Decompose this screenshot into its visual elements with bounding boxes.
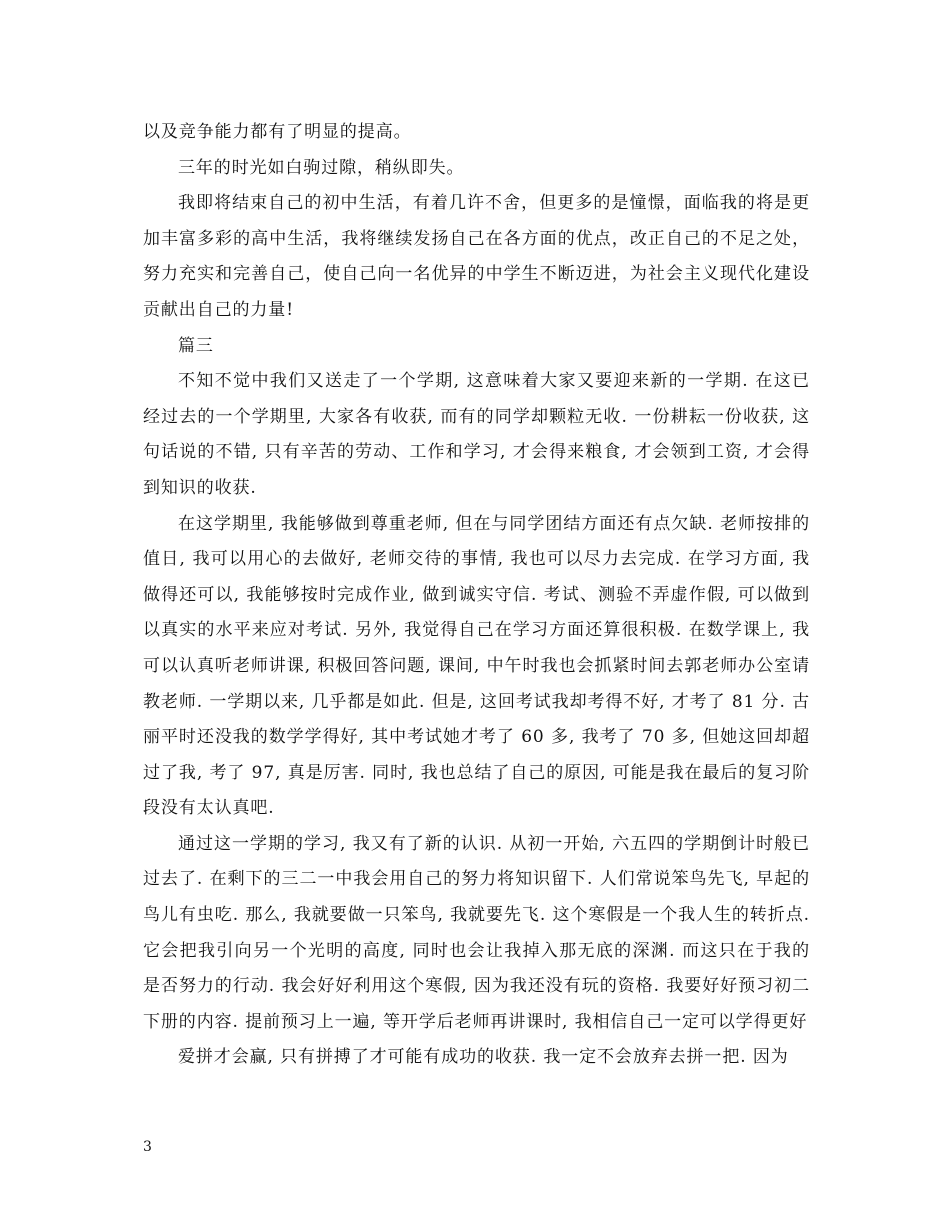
paragraph-continuation: 以及竞争能力都有了明显的提高。 [143, 122, 412, 142]
paragraph-semester-review: 在这学期里, 我能够做到尊重老师, 但在与同学团结方面还有点欠缺. 老师按排的值日, 我可以用心的去做好, 老师交待的事情, 我也可以尽力去完成. 在学习方面, 我做得还可以, 我能够按时完成作业, 做到诚实守信. 考试、测验不弄虚作假, 可以做到以真实的水平来应对考试. 另外, 我觉得自己在学习方面还算很积极. 在数学课上, 我可以认真听老师讲课, 积极回答问题, 课间, 中午时我也会抓紧时间去郭老师办公室请教老师. 一学期以来, 几乎都是如此. 但是, 这回考试我却考得不好, 才考了 81 分. 古丽平时还没我的数学学得好, 其中考试她才考了 60 多, 我考了 70 多, 但她这回却超过了我, 考了 97, 真是厉害. 同时, 我也总结了自己的原因, 可能是我在最后的复习阶段没有太认真吧. [143, 513, 810, 819]
paragraph-determination: 爱拼才会赢, 只有拼搏了才可能有成功的收获. 我一定不会放弃去拼一把. 因为 [178, 1047, 789, 1068]
paragraph-graduation: 我即将结束自己的初中生活，有着几许不舍，但更多的是憧憬，面临我的将是更加丰富多彩的高中生活，我将继续发扬自己在各方面的优点，改正自己的不足之处，努力充实和完善自己，使自己向一名优异的中学生不断迈进，为社会主义现代化建设贡献出自己的力量! [143, 193, 810, 320]
document-body [143, 115, 810, 1076]
section-heading: 篇三 [178, 335, 214, 356]
paragraph-time-passing: 三年的时光如白驹过隙，稍纵即失。 [178, 157, 465, 178]
paragraph-study-plan: 通过这一学期的学习, 我又有了新的认识. 从初一开始, 六五四的学期倒计时般已过去了. 在剩下的三二一中我会用自己的努力将知识留下. 人们常说笨鸟先飞, 早起的鸟儿有虫吃. 那么, 我就要做一只笨鸟, 我就要先飞. 这个寒假是一个我人生的转折点. 它会把我引向另一个光明的高度, 同时也会让我掉入那无底的深渊. 而这只在于我的是否努力的行动. 我会好好利用这个寒假, 因为我还没有玩的资格. 我要好好预习初二下册的内容. 提前预习上一遍, 等开学后老师再讲课时, 我相信自己一定可以学得更好 [143, 833, 810, 1032]
page-number: 3 [143, 1139, 152, 1155]
paragraph-semester-intro: 不知不觉中我们又送走了一个学期, 这意味着大家又要迎来新的一学期. 在这已经过去的一个学期里, 大家各有收获, 而有的同学却颗粒无收. 一份耕耘一份收获, 这句话说的不错, 只有辛苦的劳动、工作和学习, 才会得来粮食, 才会领到工资, 才会得到知识的收获. [143, 371, 810, 498]
